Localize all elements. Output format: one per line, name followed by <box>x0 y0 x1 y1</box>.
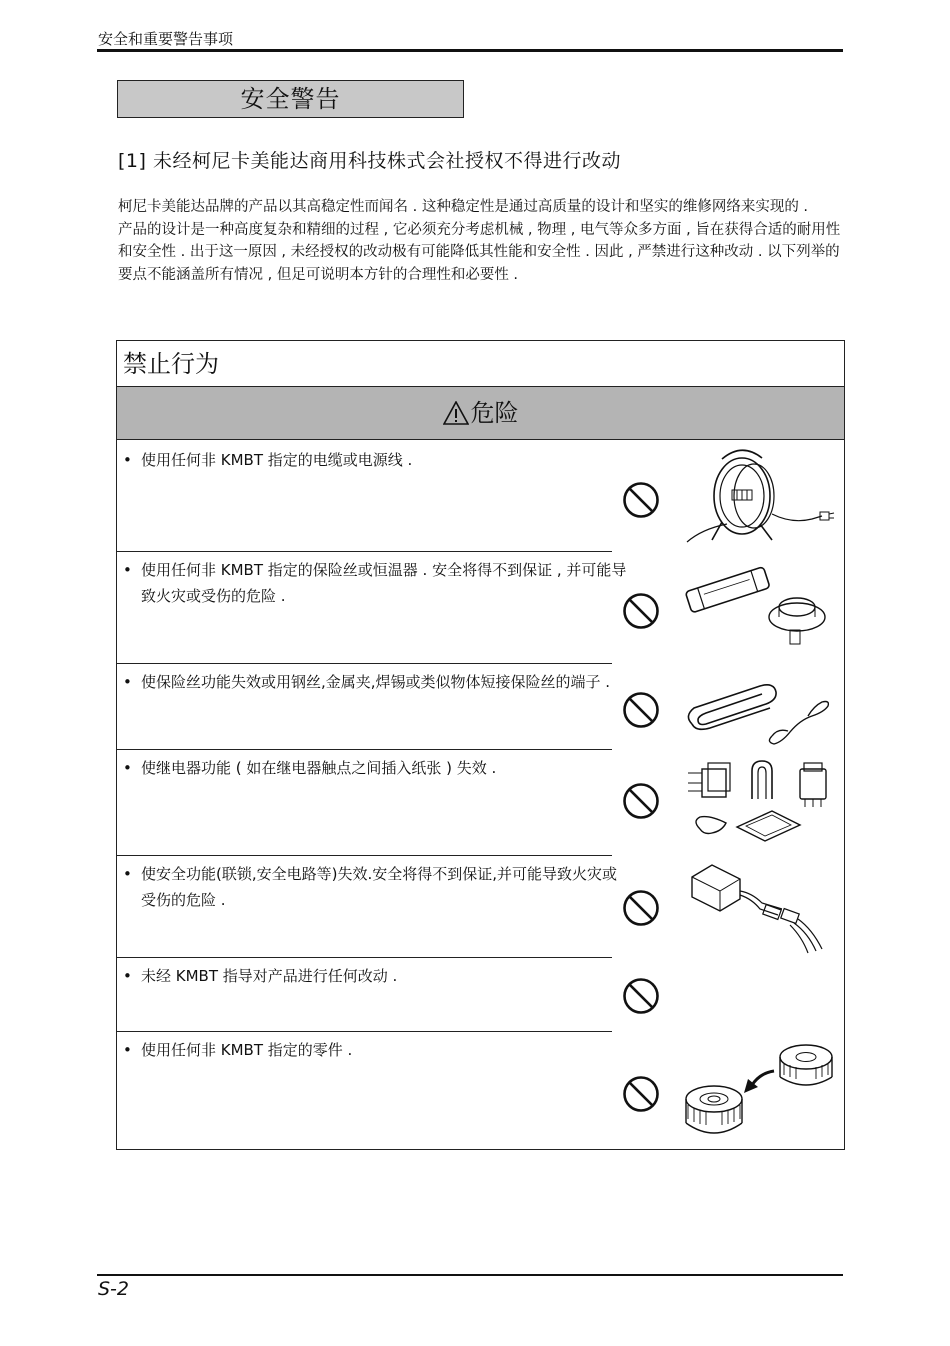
page-number: S-2 <box>98 1278 130 1300</box>
warning-triangle-icon <box>443 401 469 425</box>
prohibited-icon <box>622 977 660 1015</box>
panel-title: 禁止行为 <box>117 341 844 387</box>
intro-paragraph-1: 柯尼卡美能达品牌的产品以其高稳定性而闻名 . 这种稳定性是通过高质量的设计和坚实的维修网络来实现的 . <box>118 199 809 215</box>
cable-reel-icon <box>682 444 837 544</box>
relay-icon <box>682 759 837 849</box>
item-text: 使安全功能(联锁,安全电路等)失效.安全将得不到保证,并可能导致火灾或受伤的危险 . <box>141 865 618 909</box>
footer-rule <box>97 1274 843 1276</box>
row-divider <box>117 749 612 750</box>
intro-text <box>118 196 843 286</box>
row-divider <box>117 663 612 664</box>
header-rule <box>97 49 843 52</box>
item-text: 使用任何非 KMBT 指定的保险丝或恒温器 . 安全将得不到保证 , 并可能导致火灾或受伤的危险 . <box>141 561 627 605</box>
list-item <box>123 669 631 695</box>
list-item <box>123 861 631 913</box>
row-divider <box>117 957 612 958</box>
bullet: • <box>123 865 132 883</box>
bullet: • <box>123 673 132 691</box>
section-banner: 安全警告 <box>117 80 464 118</box>
item-text: 使用任何非 KMBT 指定的零件 . <box>141 1041 353 1059</box>
item-text: 使保险丝功能失效或用钢丝,金属夹,焊锡或类似物体短接保险丝的端子 . <box>141 673 611 691</box>
list-item <box>123 963 631 989</box>
bullet: • <box>123 759 132 777</box>
intro-paragraph-2: 产品的设计是一种高度复杂和精细的过程 , 它必须充分考虑机械 , 物理 , 电气等众多方面 , 旨在获得合适的耐用性和安全性 . 出于这一原因 , 未经授权的改动极有可能降低其性能和安全性 . 因此 , 严禁进行这种改动 . 以下列举的要点不能涵盖所有情况 , 但足可说明本方针的合理性和必要性 . <box>118 221 841 283</box>
prohibited-icon <box>622 691 660 729</box>
list-item <box>123 557 631 609</box>
subheading: [1] 未经柯尼卡美能达商用科技株式会社授权不得进行改动 <box>118 150 621 172</box>
list-item <box>123 447 631 473</box>
row-divider <box>117 855 612 856</box>
row-divider <box>117 551 612 552</box>
prohibited-actions-panel <box>116 340 845 1150</box>
prohibited-icon <box>622 889 660 927</box>
list-item <box>123 1037 631 1063</box>
prohibited-icon <box>622 592 660 630</box>
list-item <box>123 755 631 781</box>
gear-parts-icon <box>682 1041 837 1141</box>
bullet: • <box>123 1041 132 1059</box>
bullet: • <box>123 967 132 985</box>
interlock-connector-icon <box>682 859 837 954</box>
bullet: • <box>123 561 132 579</box>
prohibited-icon <box>622 782 660 820</box>
item-text: 未经 KMBT 指导对产品进行任何改动 . <box>141 967 398 985</box>
prohibited-icon <box>622 1075 660 1113</box>
danger-bar <box>117 387 844 440</box>
paperclip-wire-icon <box>682 676 837 746</box>
bullet: • <box>123 451 132 469</box>
danger-label: 危险 <box>470 399 519 427</box>
item-text: 使继电器功能 ( 如在继电器触点之间插入纸张 ) 失效 . <box>141 759 497 777</box>
fuse-thermostat-icon <box>682 561 837 656</box>
running-header: 安全和重要警告事项 <box>98 30 234 48</box>
row-divider <box>117 1031 612 1032</box>
item-text: 使用任何非 KMBT 指定的电缆或电源线 . <box>141 451 413 469</box>
prohibited-icon <box>622 481 660 519</box>
